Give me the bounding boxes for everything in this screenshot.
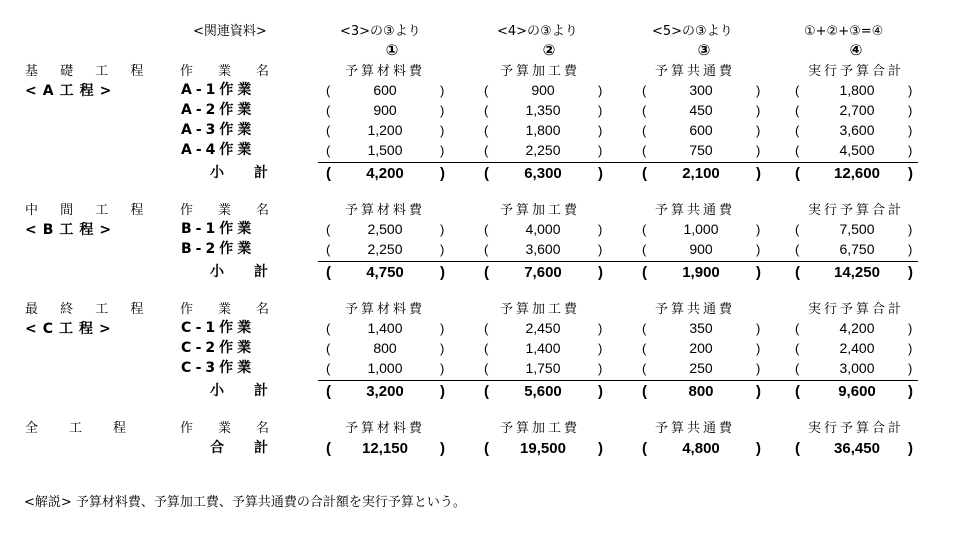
subtotal-value: 2,100 — [682, 165, 720, 182]
column-header-total: 実行予算合計 — [808, 64, 905, 79]
paren-open: ( — [484, 165, 489, 182]
paren-close: ) — [598, 242, 603, 257]
paren-open: ( — [642, 264, 647, 281]
work-item-name: C-1作業 — [181, 320, 256, 336]
paren-open: ( — [326, 341, 331, 356]
work-item-value: 4,500 — [839, 142, 875, 158]
subtotal-value: 7,600 — [524, 264, 562, 281]
column-source-4: ①+②+③=④ — [804, 24, 884, 39]
paren-close: ) — [756, 383, 761, 400]
work-item-value: 6,750 — [839, 241, 875, 257]
work-item-value: 2,400 — [839, 340, 875, 356]
paren-open: ( — [484, 242, 489, 257]
column-header-processing: 予算加工費 — [500, 64, 581, 79]
paren-close: ) — [598, 165, 603, 182]
work-item-value: 1,000 — [367, 360, 403, 376]
work-item-name: A-4作業 — [181, 142, 256, 158]
paren-close: ) — [908, 83, 913, 98]
paren-close: ) — [908, 440, 913, 457]
work-name-header: 作 業 名 — [180, 302, 276, 317]
column-header-common: 予算共通費 — [655, 421, 736, 436]
subtotal-value: 12,600 — [834, 165, 880, 182]
paren-close: ) — [756, 361, 761, 376]
work-item-value: 2,500 — [367, 221, 403, 237]
paren-close: ) — [440, 123, 445, 138]
column-header-material: 予算材料費 — [345, 203, 426, 218]
work-item-value: 3,600 — [839, 122, 875, 138]
paren-close: ) — [908, 143, 913, 158]
subtotal-value: 1,900 — [682, 264, 720, 281]
column-number-4: ④ — [849, 41, 863, 59]
column-header-processing: 予算加工費 — [500, 302, 581, 317]
paren-close: ) — [756, 341, 761, 356]
work-item-value: 250 — [689, 360, 713, 376]
work-name-header: 作 業 名 — [180, 203, 276, 218]
work-item-value: 2,450 — [525, 320, 561, 336]
paren-close: ) — [440, 83, 445, 98]
paren-close: ) — [598, 383, 603, 400]
paren-open: ( — [326, 361, 331, 376]
work-item-value: 2,700 — [839, 102, 875, 118]
paren-close: ) — [440, 361, 445, 376]
work-item-value: 300 — [689, 82, 713, 98]
paren-open: ( — [484, 321, 489, 336]
work-item-value: 1,400 — [525, 340, 561, 356]
work-item-value: 600 — [689, 122, 713, 138]
paren-open: ( — [642, 383, 647, 400]
paren-open: ( — [642, 341, 647, 356]
work-item-name: A-1作業 — [181, 82, 256, 98]
paren-open: ( — [326, 165, 331, 182]
work-item-value: 350 — [689, 320, 713, 336]
work-item-value: 600 — [373, 82, 397, 98]
paren-open: ( — [795, 222, 800, 237]
paren-open: ( — [795, 383, 800, 400]
paren-close: ) — [908, 321, 913, 336]
column-header-processing: 予算加工費 — [500, 421, 581, 436]
subtotal-value: 19,500 — [520, 440, 566, 457]
column-header-material: 予算材料費 — [345, 421, 426, 436]
paren-close: ) — [440, 143, 445, 158]
paren-open: ( — [484, 123, 489, 138]
column-source-1: <3>の③より — [340, 24, 421, 39]
subtotal-value: 9,600 — [838, 383, 876, 400]
paren-open: ( — [484, 383, 489, 400]
column-number-3: ③ — [697, 41, 711, 59]
paren-open: ( — [484, 440, 489, 457]
work-name-header: 作 業 名 — [180, 421, 276, 436]
column-header-total: 実行予算合計 — [808, 203, 905, 218]
subtotal-value: 3,200 — [366, 383, 404, 400]
work-item-name: A-3作業 — [181, 122, 256, 138]
subtotal-label: 合 計 — [210, 440, 276, 456]
paren-open: ( — [484, 83, 489, 98]
paren-close: ) — [440, 103, 445, 118]
subtotal-value: 6,300 — [524, 165, 562, 182]
column-header-common: 予算共通費 — [655, 203, 736, 218]
column-header-material: 予算材料費 — [345, 302, 426, 317]
section-label-2: 中 間 工 程 — [25, 203, 153, 218]
subtotal-value: 5,600 — [524, 383, 562, 400]
paren-open: ( — [642, 103, 647, 118]
paren-open: ( — [795, 165, 800, 182]
paren-close: ) — [598, 321, 603, 336]
paren-open: ( — [326, 83, 331, 98]
paren-close: ) — [440, 222, 445, 237]
work-item-value: 1,400 — [367, 320, 403, 336]
subtotal-value: 36,450 — [834, 440, 880, 457]
paren-close: ) — [756, 165, 761, 182]
subtotal-rule — [318, 162, 918, 163]
work-item-value: 2,250 — [367, 241, 403, 257]
paren-open: ( — [795, 83, 800, 98]
column-source-3: <5>の③より — [652, 24, 733, 39]
paren-open: ( — [484, 341, 489, 356]
work-name-header: 作 業 名 — [180, 64, 276, 79]
paren-close: ) — [908, 383, 913, 400]
paren-close: ) — [756, 222, 761, 237]
column-source-2: <4>の③より — [497, 24, 578, 39]
work-item-value: 900 — [531, 82, 555, 98]
work-item-value: 200 — [689, 340, 713, 356]
paren-close: ) — [908, 264, 913, 281]
work-item-value: 1,350 — [525, 102, 561, 118]
paren-open: ( — [326, 383, 331, 400]
paren-close: ) — [598, 83, 603, 98]
section-code-2: <B工程> — [25, 222, 118, 238]
work-item-value: 2,250 — [525, 142, 561, 158]
paren-close: ) — [756, 440, 761, 457]
work-item-value: 1,800 — [525, 122, 561, 138]
work-item-name: C-3作業 — [181, 360, 256, 376]
paren-open: ( — [642, 361, 647, 376]
paren-open: ( — [484, 143, 489, 158]
section-code-1: <A工程> — [25, 83, 118, 99]
subtotal-rule — [318, 261, 918, 262]
paren-close: ) — [598, 222, 603, 237]
subtotal-label: 小 計 — [210, 264, 276, 280]
paren-close: ) — [756, 123, 761, 138]
paren-close: ) — [440, 341, 445, 356]
paren-close: ) — [440, 264, 445, 281]
work-item-value: 900 — [373, 102, 397, 118]
paren-open: ( — [484, 264, 489, 281]
paren-close: ) — [440, 383, 445, 400]
column-header-material: 予算材料費 — [345, 64, 426, 79]
paren-close: ) — [598, 341, 603, 356]
paren-open: ( — [484, 222, 489, 237]
paren-open: ( — [326, 143, 331, 158]
subtotal-rule — [318, 380, 918, 381]
paren-close: ) — [440, 321, 445, 336]
paren-open: ( — [795, 341, 800, 356]
subtotal-value: 4,200 — [366, 165, 404, 182]
work-item-value: 3,600 — [525, 241, 561, 257]
work-item-name: C-2作業 — [181, 340, 256, 356]
paren-open: ( — [642, 83, 647, 98]
paren-close: ) — [598, 103, 603, 118]
section-code-3: <C工程> — [25, 321, 117, 337]
subtotal-value: 14,250 — [834, 264, 880, 281]
column-header-processing: 予算加工費 — [500, 203, 581, 218]
section-label-4: 全 工 程 — [25, 421, 136, 436]
work-item-value: 1,800 — [839, 82, 875, 98]
paren-close: ) — [598, 123, 603, 138]
paren-open: ( — [326, 222, 331, 237]
subtotal-value: 800 — [688, 383, 714, 400]
paren-close: ) — [908, 165, 913, 182]
section-label-3: 最 終 工 程 — [25, 302, 153, 317]
paren-close: ) — [598, 143, 603, 158]
paren-open: ( — [642, 321, 647, 336]
paren-close: ) — [756, 264, 761, 281]
work-item-value: 900 — [689, 241, 713, 257]
paren-open: ( — [642, 123, 647, 138]
work-item-name: A-2作業 — [181, 102, 256, 118]
paren-open: ( — [795, 361, 800, 376]
work-item-value: 1,750 — [525, 360, 561, 376]
subtotal-value: 4,800 — [682, 440, 720, 457]
paren-close: ) — [756, 83, 761, 98]
paren-open: ( — [795, 440, 800, 457]
work-item-name: B-1作業 — [181, 221, 256, 237]
paren-close: ) — [756, 321, 761, 336]
paren-open: ( — [484, 361, 489, 376]
paren-close: ) — [908, 361, 913, 376]
paren-open: ( — [326, 440, 331, 457]
paren-close: ) — [598, 361, 603, 376]
paren-open: ( — [795, 143, 800, 158]
work-item-value: 750 — [689, 142, 713, 158]
paren-open: ( — [642, 165, 647, 182]
paren-close: ) — [440, 440, 445, 457]
paren-close: ) — [598, 264, 603, 281]
paren-open: ( — [795, 242, 800, 257]
subtotal-value: 4,750 — [366, 264, 404, 281]
subtotal-label: 小 計 — [210, 383, 276, 399]
paren-open: ( — [326, 264, 331, 281]
explanation-note: <解説> 予算材料費、予算加工費、予算共通費の合計額を実行予算という。 — [24, 495, 466, 510]
paren-close: ) — [756, 103, 761, 118]
work-item-value: 800 — [373, 340, 397, 356]
paren-close: ) — [598, 440, 603, 457]
work-item-value: 1,000 — [683, 221, 719, 237]
related-documents-label: <関連資料> — [193, 24, 267, 39]
column-number-1: ① — [385, 41, 399, 59]
work-item-name: B-2作業 — [181, 241, 256, 257]
subtotal-label: 小 計 — [210, 165, 276, 181]
paren-open: ( — [795, 123, 800, 138]
column-header-common: 予算共通費 — [655, 64, 736, 79]
paren-close: ) — [908, 103, 913, 118]
paren-open: ( — [326, 123, 331, 138]
paren-open: ( — [326, 103, 331, 118]
paren-open: ( — [795, 321, 800, 336]
paren-close: ) — [440, 165, 445, 182]
work-item-value: 1,200 — [367, 122, 403, 138]
paren-open: ( — [795, 103, 800, 118]
paren-open: ( — [326, 242, 331, 257]
work-item-value: 7,500 — [839, 221, 875, 237]
paren-close: ) — [908, 222, 913, 237]
work-item-value: 4,200 — [839, 320, 875, 336]
paren-open: ( — [642, 440, 647, 457]
paren-open: ( — [795, 264, 800, 281]
paren-open: ( — [642, 143, 647, 158]
work-item-value: 4,000 — [525, 221, 561, 237]
subtotal-value: 12,150 — [362, 440, 408, 457]
column-header-total: 実行予算合計 — [808, 421, 905, 436]
work-item-value: 3,000 — [839, 360, 875, 376]
paren-close: ) — [756, 143, 761, 158]
column-number-2: ② — [542, 41, 556, 59]
column-header-common: 予算共通費 — [655, 302, 736, 317]
paren-open: ( — [484, 103, 489, 118]
paren-close: ) — [908, 341, 913, 356]
work-item-value: 450 — [689, 102, 713, 118]
paren-close: ) — [440, 242, 445, 257]
section-label-1: 基 礎 工 程 — [25, 64, 153, 79]
paren-close: ) — [908, 242, 913, 257]
work-item-value: 1,500 — [367, 142, 403, 158]
paren-close: ) — [756, 242, 761, 257]
paren-close: ) — [908, 123, 913, 138]
column-header-total: 実行予算合計 — [808, 302, 905, 317]
paren-open: ( — [642, 222, 647, 237]
paren-open: ( — [642, 242, 647, 257]
paren-open: ( — [326, 321, 331, 336]
